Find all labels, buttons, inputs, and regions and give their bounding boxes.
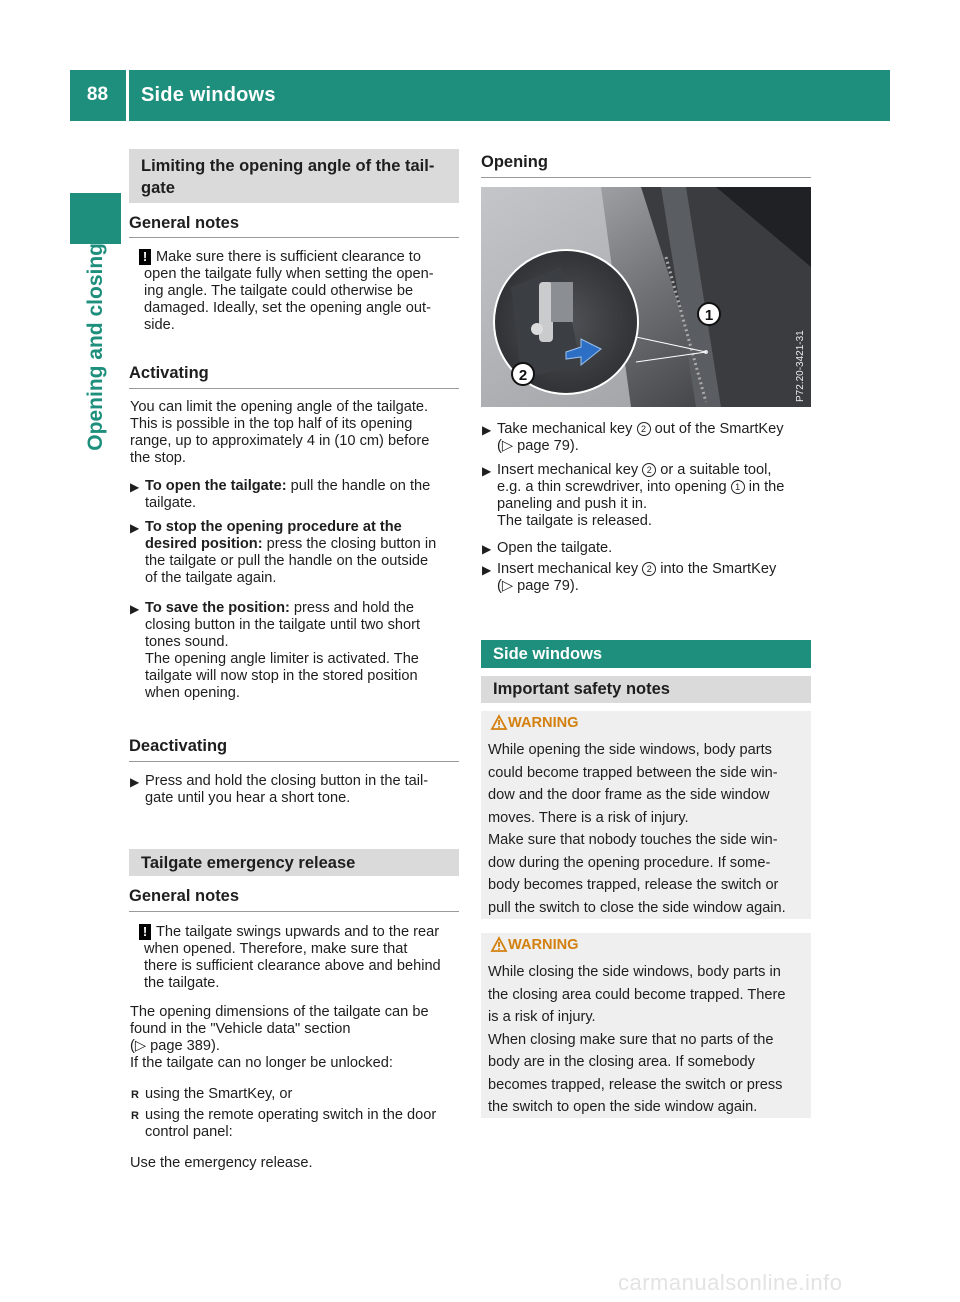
step-open-tailgate: Open the tailgate. [497,540,613,556]
dimensions-text: The opening dimensions of the tailgate can be found in the "Vehicle data" section (▷ page 389). If the tailgate can no longer be unlocked: [130,1004,429,1071]
notice-icon: ! [139,249,151,265]
note-general: Make sure there is sufficient clearance to open the tailgate fully when setting the open- ing angle. The tailgate could otherwise be damaged. Ideally, set the opening angle out- side. [144,249,434,333]
warning-icon [490,714,508,737]
step-arrow-icon: ▶ [130,480,140,494]
step-arrow-icon: ▶ [482,563,492,577]
bullet-item: using the SmartKey, or [145,1086,293,1102]
section-heading-side-windows: Side windows [481,640,811,668]
section-heading-emergency: Tailgate emergency release [129,849,459,876]
step-arrow-icon: ▶ [482,542,492,556]
side-tab-marker [70,193,121,244]
rule [129,761,459,762]
step-open-tailgate: To open the tailgate: pull the handle on the tailgate. [145,478,431,511]
step-arrow-icon: ▶ [482,464,492,478]
bullet-icon: R [131,1110,139,1122]
warning-text-closing: While closing the side windows, body parts in the closing area could become trapped. There is a risk of injury. When closing make sure that no parts of the body are in the closing area. If somebody becomes trapped, release the switch or press the switch to open the side window again. [488,964,786,1115]
bullet-item: using the remote operating switch in the door control panel: [145,1107,437,1140]
rule [129,388,459,389]
warning-label: WARNING [508,715,579,731]
rule [129,237,459,238]
header-divider [126,70,129,121]
notice-icon: ! [139,924,151,940]
rule [481,177,811,178]
step-stop-opening: To stop the opening procedure at the desired position: press the closing button in the tailgate or pull the handle on the outside of the tailgate again. [145,519,437,586]
watermark: carmanualsonline.info [618,1270,843,1295]
callout-1-icon: 1 [731,480,745,494]
warning-text-opening: While opening the side windows, body parts could become trapped between the side win- dow and the door frame as the side window moves. There is a risk of injury. Make sure that nobody touches the side win- dow during the opening procedure. If some- body becomes trapped, release the switch or pull the switch to close the side window again. [488,742,786,916]
subheading-opening: Opening [481,153,548,171]
note-emergency: The tailgate swings upwards and to the rear when opened. Therefore, make sure that there is sufficient clearance above and behind the tailgate. [144,924,441,991]
callout-2-icon: 2 [642,562,656,576]
subheading-general-notes-2: General notes [129,887,240,905]
warning-label: WARNING [508,937,579,953]
step-arrow-icon: ▶ [130,602,140,616]
photo-code: P72.20-3421-31 [795,330,806,402]
chapter-label: Opening and closing [84,243,107,451]
emergency-instruction: Use the emergency release. [130,1155,313,1171]
subheading-important-safety: Important safety notes [481,676,811,703]
callout-1: 1 [704,307,714,324]
photo-illustration [481,187,811,407]
step-deactivate: Press and hold the closing button in the tail- gate until you hear a short tone. [145,773,429,806]
section-heading-limiting: Limiting the opening angle of the tail- gate [129,149,459,203]
warning-icon [490,936,508,959]
step-insert-key: Insert mechanical key 2 or a suitable tool, e.g. a thin screwdriver, into opening 1 in the paneling and push it in. The tailgate is released. [497,462,785,529]
step-insert-key-back: Insert mechanical key 2 into the SmartKey (▷ page 79). [497,561,777,594]
callout-2-icon: 2 [637,422,651,436]
step-save-position: To save the position: press and hold the closing button in the tailgate until two short tones sound. The opening angle limiter is activated. The tailgate will now stop in the stored position when opening. [145,600,421,701]
subheading-deactivating: Deactivating [129,737,228,755]
step-take-key: Take mechanical key 2 out of the SmartKey (▷ page 79). [497,421,784,454]
rule [129,911,459,912]
subheading-general-notes: General notes [129,214,240,232]
step-arrow-icon: ▶ [130,521,140,535]
step-arrow-icon: ▶ [482,423,492,437]
callout-2-icon: 2 [642,463,656,477]
step-arrow-icon: ▶ [130,775,140,789]
activating-text: You can limit the opening angle of the tailgate. This is possible in the top half of its opening range, up to approximately 4 in (10 cm) before the stop. [130,399,430,466]
bullet-icon: R [131,1089,139,1101]
subheading-activating: Activating [129,364,209,382]
page-number: 88 [86,84,109,105]
page-title: Side windows [141,84,276,106]
tailgate-opening-photo [481,187,811,407]
callout-2: 2 [518,367,528,384]
